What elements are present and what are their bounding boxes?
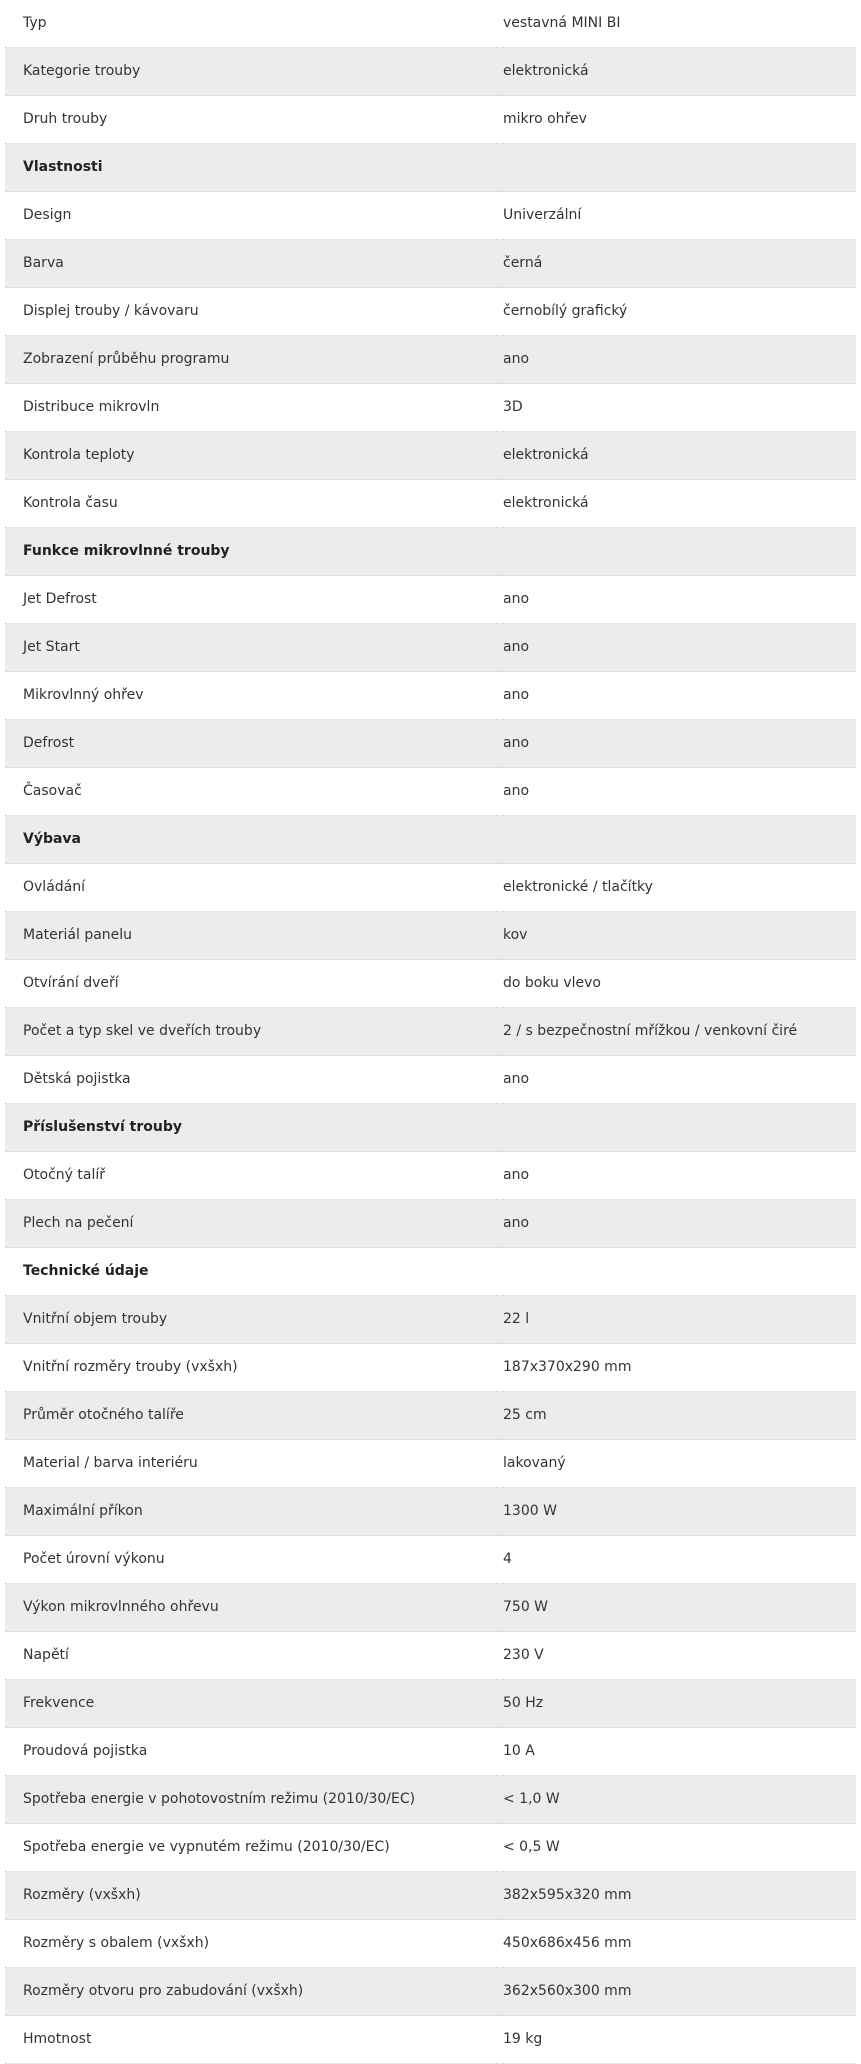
spec-value: ano	[503, 672, 856, 720]
section-title: Vlastnosti	[5, 144, 503, 192]
spec-label: Rozměry otvoru pro zabudování (vxšxh)	[5, 1968, 503, 2016]
spec-row	[5, 1632, 856, 1680]
spec-row	[5, 1824, 856, 1872]
specification-table-body	[5, 0, 856, 2064]
spec-value: ano	[503, 1152, 856, 1200]
spec-value: 1300 W	[503, 1488, 856, 1536]
spec-label: Časovač	[5, 768, 503, 816]
spec-label: Rozměry s obalem (vxšxh)	[5, 1920, 503, 1968]
spec-label: Vnitřní objem trouby	[5, 1296, 503, 1344]
spec-row	[5, 1536, 856, 1584]
section-title: Příslušenství trouby	[5, 1104, 503, 1152]
spec-label: Hmotnost	[5, 2016, 503, 2064]
spec-value: 450x686x456 mm	[503, 1920, 856, 1968]
spec-label: Jet Defrost	[5, 576, 503, 624]
spec-value: 2 / s bezpečnostní mřížkou / venkovní čiré	[503, 1008, 856, 1056]
spec-value: 50 Hz	[503, 1680, 856, 1728]
spec-value: černobílý grafický	[503, 288, 856, 336]
spec-label: Mikrovlnný ohřev	[5, 672, 503, 720]
spec-row	[5, 576, 856, 624]
spec-row	[5, 192, 856, 240]
spec-value: < 0,5 W	[503, 1824, 856, 1872]
spec-label: Zobrazení průběhu programu	[5, 336, 503, 384]
section-title: Technické údaje	[5, 1248, 503, 1296]
section-header-row	[5, 144, 856, 192]
spec-label: Maximální příkon	[5, 1488, 503, 1536]
spec-label: Spotřeba energie ve vypnutém režimu (2010/30/EC)	[5, 1824, 503, 1872]
section-header-row	[5, 528, 856, 576]
spec-row	[5, 336, 856, 384]
spec-value: 10 A	[503, 1728, 856, 1776]
spec-label: Displej trouby / kávovaru	[5, 288, 503, 336]
spec-label: Distribuce mikrovln	[5, 384, 503, 432]
spec-value: 25 cm	[503, 1392, 856, 1440]
spec-label: Materiál panelu	[5, 912, 503, 960]
spec-row	[5, 720, 856, 768]
spec-value: ano	[503, 1056, 856, 1104]
spec-row	[5, 912, 856, 960]
spec-label: Výkon mikrovlnného ohřevu	[5, 1584, 503, 1632]
spec-value: černá	[503, 240, 856, 288]
section-spacer	[503, 144, 856, 192]
spec-label: Vnitřní rozměry trouby (vxšxh)	[5, 1344, 503, 1392]
spec-row	[5, 1920, 856, 1968]
spec-value: 4	[503, 1536, 856, 1584]
spec-label: Průměr otočného talíře	[5, 1392, 503, 1440]
spec-label: Spotřeba energie v pohotovostním režimu (2010/30/EC)	[5, 1776, 503, 1824]
spec-label: Počet a typ skel ve dveřích trouby	[5, 1008, 503, 1056]
section-title: Funkce mikrovlnné trouby	[5, 528, 503, 576]
spec-value: kov	[503, 912, 856, 960]
spec-value: 187x370x290 mm	[503, 1344, 856, 1392]
spec-label: Otočný talíř	[5, 1152, 503, 1200]
spec-row	[5, 1008, 856, 1056]
spec-row	[5, 768, 856, 816]
spec-value: elektronická	[503, 432, 856, 480]
spec-label: Ovládání	[5, 864, 503, 912]
spec-row	[5, 864, 856, 912]
spec-value: 230 V	[503, 1632, 856, 1680]
spec-row	[5, 1440, 856, 1488]
spec-value: 750 W	[503, 1584, 856, 1632]
spec-row	[5, 0, 856, 48]
spec-row	[5, 1776, 856, 1824]
spec-value: do boku vlevo	[503, 960, 856, 1008]
spec-row	[5, 1392, 856, 1440]
spec-row	[5, 96, 856, 144]
spec-row	[5, 1584, 856, 1632]
spec-label: Jet Start	[5, 624, 503, 672]
spec-value: vestavná MINI BI	[503, 0, 856, 48]
spec-value: ano	[503, 336, 856, 384]
spec-value: elektronické / tlačítky	[503, 864, 856, 912]
section-spacer	[503, 816, 856, 864]
spec-value: ano	[503, 768, 856, 816]
section-header-row	[5, 1248, 856, 1296]
section-title: Výbava	[5, 816, 503, 864]
spec-row	[5, 1344, 856, 1392]
spec-label: Rozměry (vxšxh)	[5, 1872, 503, 1920]
spec-value: 3D	[503, 384, 856, 432]
section-header-row	[5, 1104, 856, 1152]
spec-row	[5, 432, 856, 480]
spec-label: Design	[5, 192, 503, 240]
spec-value: 362x560x300 mm	[503, 1968, 856, 2016]
specification-table	[5, 0, 856, 2064]
spec-row	[5, 48, 856, 96]
spec-label: Počet úrovní výkonu	[5, 1536, 503, 1584]
spec-label: Proudová pojistka	[5, 1728, 503, 1776]
spec-row	[5, 1968, 856, 2016]
spec-row	[5, 240, 856, 288]
spec-label: Kategorie trouby	[5, 48, 503, 96]
spec-value: Univerzální	[503, 192, 856, 240]
spec-row	[5, 480, 856, 528]
spec-value: elektronická	[503, 48, 856, 96]
spec-row	[5, 624, 856, 672]
section-spacer	[503, 528, 856, 576]
spec-row	[5, 960, 856, 1008]
spec-row	[5, 288, 856, 336]
spec-value: 382x595x320 mm	[503, 1872, 856, 1920]
spec-label: Defrost	[5, 720, 503, 768]
spec-row	[5, 1200, 856, 1248]
spec-label: Kontrola teploty	[5, 432, 503, 480]
spec-label: Plech na pečení	[5, 1200, 503, 1248]
spec-label: Dětská pojistka	[5, 1056, 503, 1104]
spec-label: Druh trouby	[5, 96, 503, 144]
section-spacer	[503, 1248, 856, 1296]
spec-value: < 1,0 W	[503, 1776, 856, 1824]
spec-row	[5, 1056, 856, 1104]
spec-row	[5, 1872, 856, 1920]
spec-row	[5, 672, 856, 720]
spec-value: ano	[503, 1200, 856, 1248]
spec-label: Material / barva interiéru	[5, 1440, 503, 1488]
spec-label: Frekvence	[5, 1680, 503, 1728]
spec-label: Barva	[5, 240, 503, 288]
spec-value: mikro ohřev	[503, 96, 856, 144]
spec-value: 19 kg	[503, 2016, 856, 2064]
spec-row	[5, 1296, 856, 1344]
spec-label: Otvírání dveří	[5, 960, 503, 1008]
spec-value: elektronická	[503, 480, 856, 528]
spec-row	[5, 1680, 856, 1728]
spec-value: ano	[503, 576, 856, 624]
spec-value: lakovaný	[503, 1440, 856, 1488]
spec-label: Kontrola času	[5, 480, 503, 528]
spec-row	[5, 1488, 856, 1536]
spec-value: ano	[503, 720, 856, 768]
spec-row	[5, 384, 856, 432]
spec-row	[5, 2016, 856, 2064]
spec-label: Typ	[5, 0, 503, 48]
spec-label: Napětí	[5, 1632, 503, 1680]
section-spacer	[503, 1104, 856, 1152]
spec-value: ano	[503, 624, 856, 672]
spec-row	[5, 1728, 856, 1776]
spec-row	[5, 1152, 856, 1200]
spec-value: 22 l	[503, 1296, 856, 1344]
section-header-row	[5, 816, 856, 864]
